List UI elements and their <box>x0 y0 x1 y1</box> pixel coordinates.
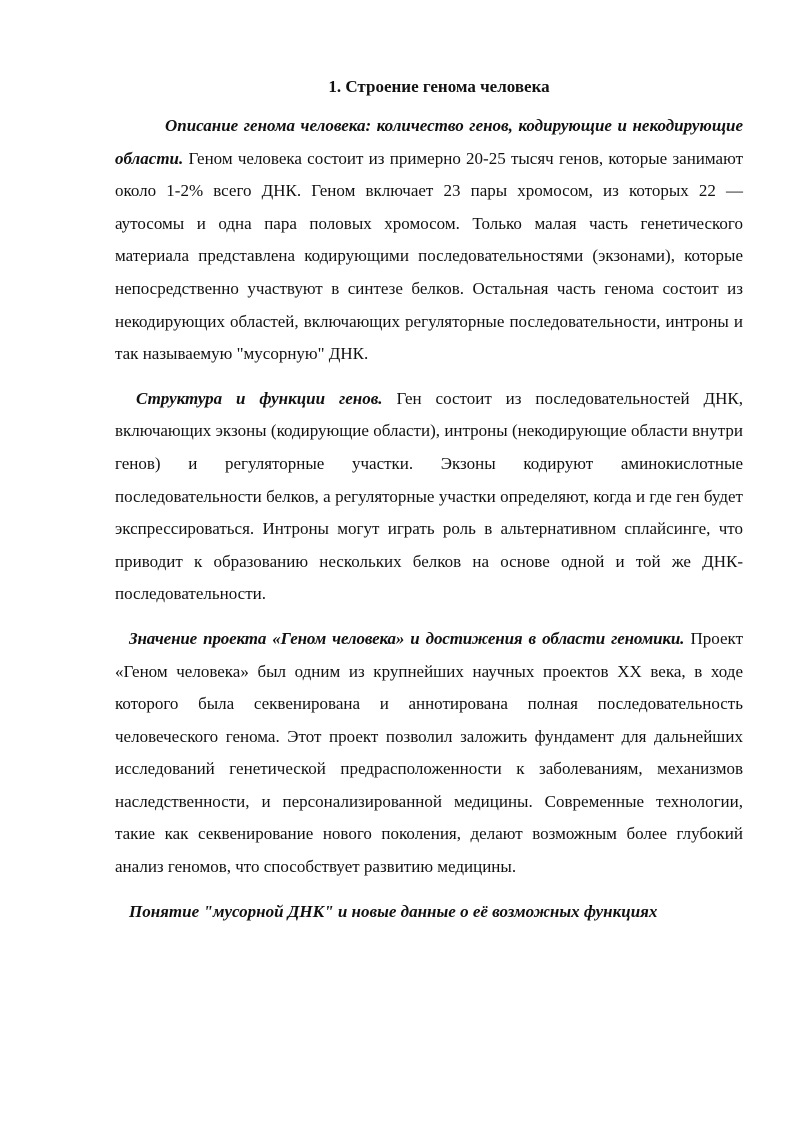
paragraph-text: Геном человека состоит из примерно 20-25 тысяч генов, которые занимают около 1-2% всего ДНК. Геном включает 23 пары хромосом, из которых 22 — аутосомы и одна пара половых хромосом. Только малая часть генетического материала представлена кодирующими последовательностями (экзонами), которые непосредственно участвуют в синтезе белков. Остальная часть генома состоит из некодирующих областей, включающих регуляторные последовательности, интроны и так называемую "мусорную" ДНК. <box>115 148 743 364</box>
paragraph-lead: Структура и функции генов. <box>136 388 383 408</box>
paragraph-text: Ген состоит из последовательностей ДНК, включающих экзоны (кодирующие области), интроны (некодирующие области внутри генов) и регуляторные участки. Экзоны кодируют аминокислотные последовательности белков, а регуляторные участки определяют, когда и где ген будет экспрессироваться. Интроны могут играть роль в альтернативном сплайсинге, что приводит к образованию нескольких белков на основе одной и той же ДНК-последовательности. <box>115 388 743 604</box>
paragraph-gene-structure <box>115 383 743 611</box>
paragraph-lead: Описание генома человека: количество генов, кодирующие и некодирующие области. <box>115 116 743 168</box>
document-body <box>115 70 743 928</box>
paragraph-lead: Понятие "мусорной ДНК" и новые данные о её возможных функциях <box>129 901 658 921</box>
section-heading: 1. Строение генома человека <box>328 77 550 96</box>
paragraph-genome-description <box>115 110 743 371</box>
paragraph-junk-dna <box>115 896 743 929</box>
paragraph-genome-project <box>115 623 743 884</box>
paragraph-text: Проект «Геном человека» был одним из крупнейших научных проектов XX века, в ходе которого была секвенирована и аннотирована полная последовательность человеческого генома. Этот проект позволил заложить фундамент для дальнейших исследований генетической предрасположенности к заболеваниям, механизмов наследственности, и персонализированной медицины. Современные технологии, такие как секвенирование нового поколения, делают возможным более глубокий анализ геномов, что способствует развитию медицины. <box>115 628 743 877</box>
paragraph-lead: Значение проекта «Геном человека» и достижения в области геномики. <box>129 628 685 648</box>
